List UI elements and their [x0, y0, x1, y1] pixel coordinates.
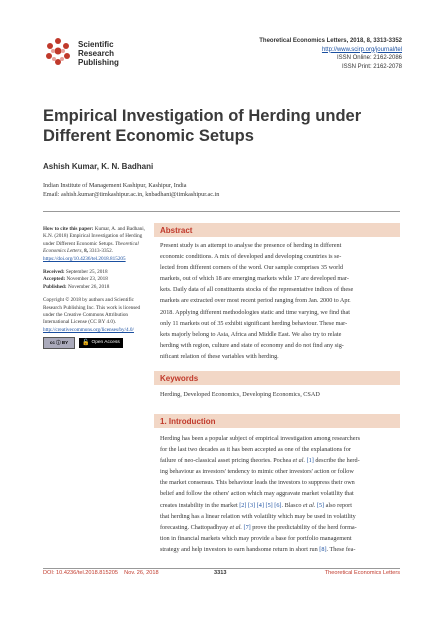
open-access-label: Open Access — [91, 340, 120, 346]
intro-line — [160, 500, 400, 511]
scirp-logo-icon — [44, 37, 72, 67]
issn-online: ISSN Online: 2162-2086 — [336, 55, 402, 62]
intro-line: for the last two decades as it has been accepted as one of the explanations for — [160, 446, 351, 454]
abstract-body — [160, 240, 400, 362]
et-al: et al. — [292, 457, 306, 465]
cite-volume: 8, — [84, 248, 88, 255]
journal-citation: Theoretical Economics Letters, 2018, 8, 3313-3352 — [259, 38, 402, 44]
publisher-name — [78, 40, 119, 67]
introduction-heading: 1. Introduction — [160, 417, 216, 426]
introduction-body — [160, 433, 400, 555]
how-to-cite — [43, 226, 147, 263]
published-label: Published: — [43, 283, 67, 290]
et-al: et al. — [302, 501, 316, 509]
intro-text: strategy and help investors to earn handsome return in short run — [160, 545, 318, 553]
email-line — [43, 191, 219, 200]
footer-doi-date — [43, 570, 159, 576]
intro-line: Herding has been a popular subject of empirical investigation among researchers — [160, 435, 360, 442]
intro-line — [160, 522, 400, 533]
article-title — [43, 106, 403, 146]
abstract-line: markets, out of which 18 are emerging markets while 17 are developed mar- — [160, 275, 349, 283]
accepted-date: November 23, 2018 — [66, 276, 108, 283]
header-divider — [43, 211, 400, 212]
journal-info — [259, 37, 402, 71]
affiliation-text: Indian Institute of Management Kashipur, Kashipur, India — [43, 182, 187, 189]
intro-text: describe the herd- — [315, 457, 360, 465]
published-date: November 26, 2018 — [67, 283, 110, 290]
footer-date: Nov. 26, 2018 — [124, 570, 159, 576]
article-dates — [43, 269, 147, 291]
open-access-badge[interactable] — [79, 338, 123, 348]
publisher-line-3: Publishing — [78, 58, 119, 67]
abstract-line: economic conditions. A mix of developed and developing countries is se- — [160, 253, 342, 261]
intro-text: prove the predictability of the herd forma- — [252, 523, 357, 531]
received-row — [43, 269, 147, 276]
intro-text: forecasting. Chattopadhyay — [160, 523, 229, 531]
copyright-text: Copyright © 2018 by authors and Scientific Research Publishing Inc. This work is licensed under the Creative Commons Attribution International License (CC BY 4.0). — [43, 297, 141, 326]
citation-link[interactable]: [8] — [319, 545, 327, 553]
received-label: Received: — [43, 269, 65, 276]
abstract-line: herding with region, culture and state of economy and do not find any sig- — [160, 341, 344, 349]
et-al: et al. — [229, 523, 242, 531]
citation-link[interactable]: [2] [3] [4] [5] [6] — [239, 501, 282, 509]
copyright-notice — [43, 297, 147, 334]
journal-url-link[interactable]: http://www.scirp.org/journal/tel — [321, 46, 402, 53]
footer-divider — [43, 568, 400, 569]
footer-page-number: 3313 — [214, 570, 227, 576]
intro-text: . Blasco — [281, 501, 302, 509]
keywords-text: Herding, Developed Economics, Developing Economics, CSAD — [160, 391, 320, 398]
accepted-label: Accepted: — [43, 276, 66, 283]
intro-line: belief and follow the others' action which may aggravate market volatility that — [160, 490, 354, 498]
footer-journal: Theoretical Economics Letters — [324, 570, 400, 576]
abstract-line: lected from different corners of the word. Our sample comprises 35 world — [160, 264, 344, 272]
abstract-line: 2018. Applying different methodologies static and time varying, we find that — [160, 308, 350, 316]
publisher-line-2: Research — [78, 49, 115, 58]
email-label: Email: — [43, 190, 60, 198]
abstract-line: kets majorly belong to Asia, Africa and Middle East. We also try to relate — [160, 330, 342, 338]
license-url-link[interactable]: http://creativecommons.org/licenses/by/4.0/ — [43, 326, 134, 333]
intro-line: tion in financial markets which may provide a base for portfolio management — [160, 534, 352, 542]
publisher-logo — [44, 37, 174, 69]
license-badges — [43, 337, 147, 349]
citation-sidebar — [43, 226, 147, 349]
abstract-line: only 11 markets out of 35 exhibit significant herding behaviour. These mar- — [160, 319, 348, 327]
issn-print: ISSN Print: 2162-2078 — [341, 63, 402, 70]
intro-line: ing behaviour as investors' tendency to mimic other investors' action or follow — [160, 468, 354, 476]
abstract-line: nificant relation of these variables with herding. — [160, 352, 279, 360]
email-address-link[interactable]: ashish.kumar@iimkashipur.ac.in, knbadhani@iimkashipur.ac.in — [61, 190, 220, 198]
article-authors: Ashish Kumar, K. N. Badhani — [43, 162, 154, 171]
received-date: September 25, 2018 — [65, 269, 108, 276]
abstract-heading: Abstract — [160, 226, 193, 235]
publisher-line-1: Scientific — [78, 40, 114, 49]
cc-by-badge-icon[interactable]: cc ⓘ BY — [43, 337, 75, 349]
open-lock-icon: 🔓 — [82, 340, 90, 347]
cite-doi-link[interactable]: https://doi.org/10.4236/tel.2018.815205 — [43, 255, 126, 262]
intro-line — [160, 544, 400, 555]
published-row — [43, 284, 147, 291]
author-affiliation — [43, 182, 219, 199]
cite-text: Kumar, A. and Badhani, K.N. (2018) Empirical Investigation of Herding under Different Economic Setups. — [43, 226, 145, 247]
intro-line: the market consensus. This behaviour leads the investors to suppress their own — [160, 479, 355, 487]
intro-line: that herding has a linear relation with volatility which may be used in volatility — [160, 512, 356, 520]
title-line-1: Empirical Investigation of Herding under — [43, 107, 362, 125]
intro-text: . These fea- — [326, 545, 356, 553]
abstract-line: markets are extracted over most recent period ranging from Jan. 2000 to Apr. — [160, 297, 351, 305]
citation-link[interactable]: [5] — [316, 501, 325, 509]
citation-link[interactable]: [7] — [243, 523, 251, 531]
intro-text: also report — [325, 501, 352, 509]
cite-label: How to cite this paper: — [43, 226, 94, 232]
intro-line — [160, 455, 400, 466]
abstract-line: Present study is an attempt to analyse the presence of herding in different — [160, 242, 342, 249]
cite-pages: 3313-3352. — [89, 248, 114, 255]
citation-link[interactable]: [1] — [306, 457, 314, 465]
intro-text: creates instability in the market — [160, 501, 238, 509]
accepted-row — [43, 276, 147, 283]
intro-text: failure of neo-classical asset pricing theories. Pochea — [160, 457, 292, 465]
cite-journal: Theoretical Economics Letters, — [43, 240, 139, 255]
keywords-heading: Keywords — [160, 374, 199, 383]
footer-doi: DOI: 10.4236/tel.2018.815205 — [43, 570, 118, 576]
title-line-2: Different Economic Setups — [43, 127, 254, 145]
abstract-line: kets. Daily data of all constituents stocks of the representative indices of these — [160, 286, 354, 294]
